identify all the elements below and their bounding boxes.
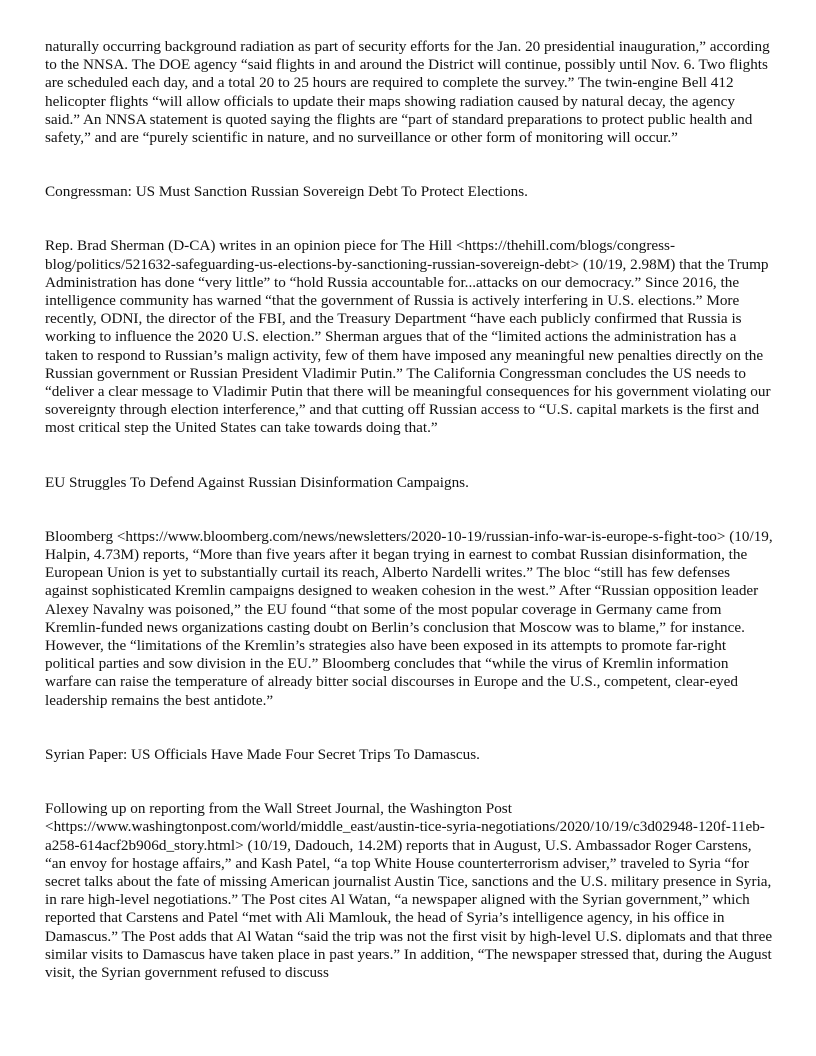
spacer	[45, 147, 773, 183]
spacer	[45, 201, 773, 237]
body-paragraph-washington-post: Following up on reporting from the Wall Street Journal, the Washington Post <https://www.washingtonpost.com/world/middle_east/austin-tice-syria-negotiations/2020/10/19/c3d02948-120f-11eb-a258-614acf2b906d_story.html> (10/19, Dadouch, 14.2M) reports that in August, U.S. Ambassador Roger Carstens, “an envoy for hostage affairs,” and Kash Patel, “a top White House counterterrorism adviser,” traveled to Syria “for secret talks about the fate of missing American journalist Austin Tice, sanctions and the U.S. military presence in Syria, in rare high-level negotiations.” The Post cites Al Watan, “a newspaper aligned with the Syrian government,” which reported that Carstens and Patel “met with Ali Mamlouk, the head of Syria’s intelligence agency, in his office in Damascus.” The Post adds that Al Watan “said the trip was not the first visit by high-level U.S. diplomats and that three similar visits to Damascus have taken place in past years.” In addition, “The newspaper stressed that, during the August visit, the Syrian government refused to discuss	[45, 800, 776, 981]
body-paragraph-nnsa: naturally occurring background radiation as part of security efforts for the Jan. 20 presidential inauguration,” according to the NNSA. The DOE agency “said flights in and around the District will continue, possibly until Nov. 6. Two flights are scheduled each day, and a total 20 to 25 hours are required to complete the survey.” The twin-engine Bell 412 helicopter flights “will allow officials to update their maps showing radiation caused by natural decay, the agency said.” An NNSA statement is quoted saying the flights are “part of standard preparations to protect public health and safety,” and are “purely scientific in nature, and no surveillance or other form of monitoring will occur.”	[45, 38, 774, 147]
spacer	[45, 492, 773, 528]
spacer	[45, 710, 773, 746]
body-paragraph-bloomberg: Bloomberg <https://www.bloomberg.com/news/newsletters/2020-10-19/russian-info-war-is-europe-s-fight-too> (10/19, Halpin, 4.73M) reports, “More than five years after it began trying in earnest to combat Russian disinformation, the European Union is yet to substantially curtail its reach, Alberto Nardelli writes.” The bloc “still has few defenses against sophisticated Kremlin campaigns designed to weaken cohesion in the west.” After “Russian opposition leader Alexey Navalny was poisoned,” the EU found “that some of the most popular coverage in Germany came from Kremlin-funded news organizations casting doubt on Berlin’s conclusion that Moscow was to blame,” for instance. However, the “limitations of the Kremlin’s strategies also have been exposed in its attempts to promote far-right political parties and sow division in the EU.” Bloomberg concludes that “while the virus of Kremlin information warfare can raise the temperature of already bitter social discourses in Europe and the U.S., competent, clear-eyed leadership remains the best antidote.”	[45, 527, 777, 709]
spacer	[45, 764, 773, 800]
heading-eu-disinformation: EU Struggles To Defend Against Russian Disinformation Campaigns.	[45, 473, 469, 491]
spacer	[45, 438, 773, 474]
body-paragraph-sherman: Rep. Brad Sherman (D-CA) writes in an opinion piece for The Hill <https://thehill.com/blogs/congress-blog/politics/521632-safeguarding-us-elections-by-sanctioning-russian-sovereign-debt> (10/19, 2.98M) that the Trump Administration has done “very little” to “hold Russia accountable for...attacks on our democracy.” Since 2016, the intelligence community has warned “that the government of Russia is actively interfering in U.S. elections.” More recently, ODNI, the director of the FBI, and the Treasury Department “have each publicly confirmed that Russia is working to influence the 2020 U.S. election.” Sherman argues that of the “limited actions the administration has a taken to respond to Russian’s malign activity, few of them have imposed any meaningful new penalties directly on the Russian government or Russian President Vladimir Putin.” The California Congressman concludes the US needs to “deliver a clear message to Vladimir Putin that there will be meaningful consequences for his government violating our sovereignty through election interference,” and that cutting off Russian access to “U.S. capital markets is the first and most critical step the United States can take towards doing that.”	[45, 237, 775, 437]
document-page	[45, 38, 777, 982]
heading-syria-secret-trips: Syrian Paper: US Officials Have Made Four Secret Trips To Damascus.	[45, 745, 480, 763]
heading-sanction-russian-debt: Congressman: US Must Sanction Russian Sovereign Debt To Protect Elections.	[45, 183, 528, 201]
